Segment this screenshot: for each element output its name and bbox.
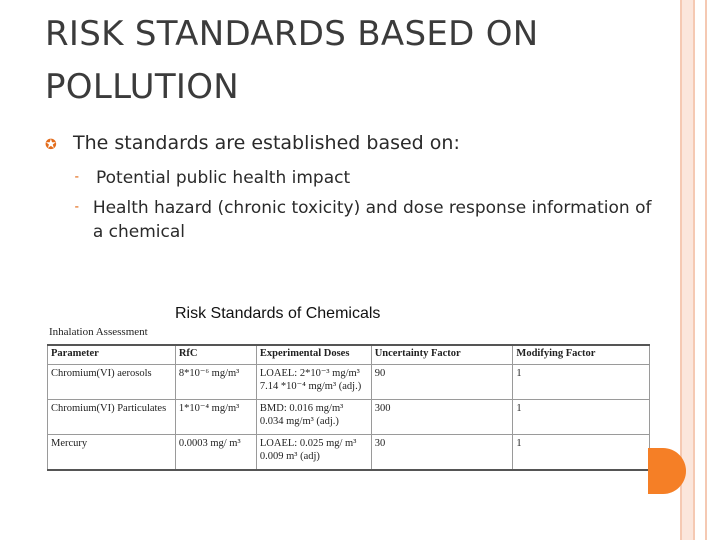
table-row bbox=[48, 435, 650, 471]
diamond-bullet-icon: ✪ bbox=[45, 137, 57, 153]
title-line-2: POLLUTION bbox=[45, 67, 240, 107]
table-row bbox=[48, 365, 650, 400]
cell-parameter: Chromium(VI) Particulates bbox=[48, 400, 176, 435]
dose-line: LOAEL: 0.025 mg/ m³ bbox=[259, 438, 357, 449]
table-header-row bbox=[48, 345, 650, 365]
decorative-stripe-fill bbox=[682, 0, 693, 540]
cell-uncertainty: 90 bbox=[371, 365, 513, 400]
sub-bullet bbox=[74, 166, 654, 190]
table-row bbox=[48, 400, 650, 435]
header-parameter: Parameter bbox=[48, 345, 176, 365]
assessment-title: Inhalation Assessment bbox=[49, 326, 148, 338]
cell-doses bbox=[256, 365, 371, 400]
table-caption: Risk Standards of Chemicals bbox=[175, 305, 381, 322]
dash-bullet-icon: ⁃ bbox=[74, 201, 80, 214]
decorative-stripe bbox=[705, 0, 707, 540]
dose-line: 7.14 *10⁻⁴ mg/m³ (adj.) bbox=[259, 381, 362, 392]
cell-doses bbox=[256, 400, 371, 435]
dose-line: 0.009 m³ (adj) bbox=[259, 451, 320, 462]
cell-uncertainty: 30 bbox=[371, 435, 513, 471]
cell-rfc: 8*10⁻⁶ mg/m³ bbox=[175, 365, 256, 400]
main-bullet bbox=[45, 132, 460, 158]
cell-uncertainty: 300 bbox=[371, 400, 513, 435]
header-rfc: RfC bbox=[175, 345, 256, 365]
cell-modifying: 1 bbox=[513, 435, 650, 471]
cell-parameter: Chromium(VI) aerosols bbox=[48, 365, 176, 400]
title-line-1: RISK STANDARDS BASED ON bbox=[45, 14, 539, 54]
dose-line: 0.034 mg/m³ (adj.) bbox=[259, 416, 339, 427]
sub-bullet-text: Health hazard (chronic toxicity) and dose response information of a chemical bbox=[92, 198, 652, 242]
cell-modifying: 1 bbox=[513, 400, 650, 435]
slide-title bbox=[45, 8, 645, 114]
sub-bullet bbox=[74, 196, 654, 244]
decorative-stripe bbox=[693, 0, 695, 540]
dose-line: LOAEL: 2*10⁻³ mg/m³ bbox=[259, 368, 360, 379]
dash-bullet-icon: ⁃ bbox=[74, 171, 80, 184]
cell-parameter: Mercury bbox=[48, 435, 176, 471]
main-bullet-text: The standards are established based on: bbox=[73, 132, 460, 154]
risk-table bbox=[47, 344, 650, 471]
header-experimental-doses: Experimental Doses bbox=[256, 345, 371, 365]
cell-doses bbox=[256, 435, 371, 471]
dose-line: BMD: 0.016 mg/m³ bbox=[259, 403, 344, 414]
cell-modifying: 1 bbox=[513, 365, 650, 400]
header-modifying-factor: Modifying Factor bbox=[513, 345, 650, 365]
cell-rfc: 1*10⁻⁴ mg/m³ bbox=[175, 400, 256, 435]
cell-rfc: 0.0003 mg/ m³ bbox=[175, 435, 256, 471]
header-uncertainty-factor: Uncertainty Factor bbox=[371, 345, 513, 365]
sub-bullet-text: Potential public health impact bbox=[96, 168, 351, 188]
